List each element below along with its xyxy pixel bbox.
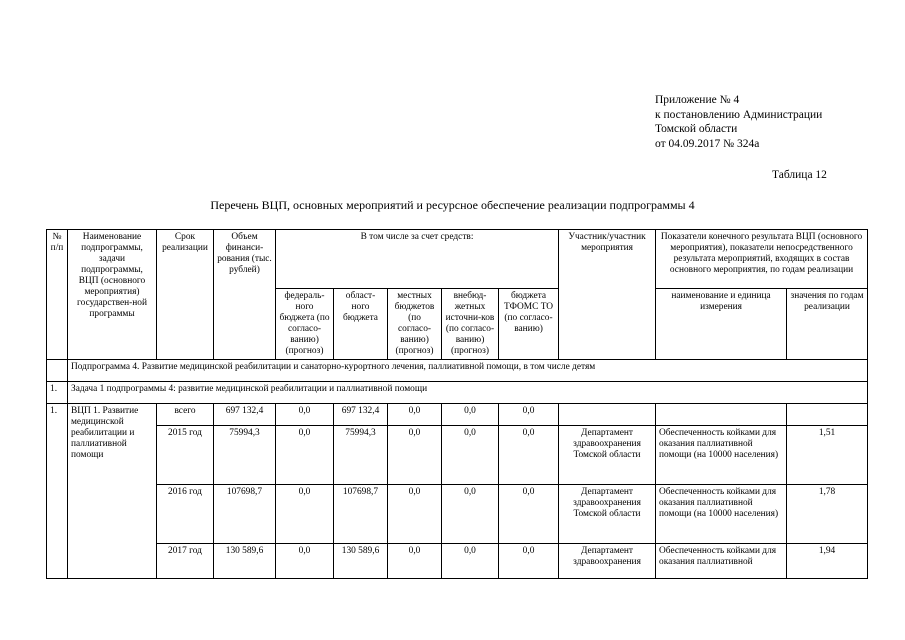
- table-row: [47, 485, 868, 544]
- indicator-cell: Обеспеченность койками для оказания паллиативной помощи (на 10000 населения): [656, 426, 787, 485]
- federal-cell: 0,0: [276, 544, 334, 579]
- extra-cell: 0,0: [442, 426, 499, 485]
- subprogram-row: [47, 360, 868, 382]
- local-cell: 0,0: [388, 404, 442, 426]
- table-row: [47, 404, 868, 426]
- value-cell: 1,94: [787, 544, 868, 579]
- page-title: Перечень ВЦП, основных мероприятий и ресурсное обеспечение реализации подпрограммы 4: [210, 198, 695, 212]
- indicator-cell: Обеспеченность койками для оказания паллиативной: [656, 544, 787, 579]
- header-regional: област-ного бюджета: [334, 289, 388, 360]
- term-cell: 2017 год: [157, 544, 214, 579]
- regional-cell: 75994,3: [334, 426, 388, 485]
- regional-cell: 107698,7: [334, 485, 388, 544]
- header-federal: федераль-ного бюджета (по согласо-ванию) (прогноз): [276, 289, 334, 360]
- appendix-line: Томской области: [655, 123, 738, 135]
- term-cell: всего: [157, 404, 214, 426]
- table-row: [47, 426, 868, 485]
- federal-cell: 0,0: [276, 426, 334, 485]
- value-cell: 1,78: [787, 485, 868, 544]
- volume-cell: 107698,7: [214, 485, 276, 544]
- regional-cell: 697 132,4: [334, 404, 388, 426]
- appendix-line: к постановлению Администрации: [655, 108, 823, 121]
- tfoms-cell: 0,0: [499, 404, 559, 426]
- term-cell: 2015 год: [157, 426, 214, 485]
- vcp-num: 1.: [47, 404, 68, 579]
- extra-cell: 0,0: [442, 485, 499, 544]
- tfoms-cell: 0,0: [499, 426, 559, 485]
- value-cell: [787, 404, 868, 426]
- federal-cell: 0,0: [276, 485, 334, 544]
- appendix-block: [655, 93, 822, 151]
- participant-cell: Департамент здравоохранения Томской области: [559, 485, 656, 544]
- participant-cell: Департамент здравоохранения Томской области: [559, 426, 656, 485]
- participant-cell: [559, 404, 656, 426]
- task-title: Задача 1 подпрограммы 4: развитие медицинской реабилитации и паллиативной помощи: [68, 382, 868, 404]
- indicator-cell: Обеспеченность койками для оказания паллиативной помощи (на 10000 населения): [656, 485, 787, 544]
- header-participant: Участник/участник мероприятия: [559, 230, 656, 360]
- participant-cell: Департамент здравоохранения: [559, 544, 656, 579]
- task-num: 1.: [47, 382, 68, 404]
- volume-cell: 130 589,6: [214, 544, 276, 579]
- table-number: Таблица 12: [772, 169, 827, 181]
- header-ind-name: наименование и единица измерения: [656, 289, 787, 360]
- task-row: [47, 382, 868, 404]
- value-cell: 1,51: [787, 426, 868, 485]
- header-ind-values: значения по годам реализации: [787, 289, 868, 360]
- resource-table: [46, 229, 868, 579]
- header-extra: внебюд-жетных источни-ков (по согласо-ванию) (прогноз): [442, 289, 499, 360]
- header-name: Наименование подпрограммы, задачи подпрограммы, ВЦП (основного мероприятия) государствен-ной программы: [68, 230, 157, 360]
- local-cell: 0,0: [388, 544, 442, 579]
- volume-cell: 697 132,4: [214, 404, 276, 426]
- appendix-line: от 04.09.2017 № 324а: [655, 137, 760, 150]
- header-local: местных бюджетов (по согласо-ванию) (прогноз): [388, 289, 442, 360]
- subprogram-title: Подпрограмма 4. Развитие медицинской реабилитации и санаторно-курортного лечения, паллиативной помощи, в том числе детям: [68, 360, 868, 382]
- header-term: Срок реализации: [157, 230, 214, 360]
- table-row: [47, 544, 868, 579]
- tfoms-cell: 0,0: [499, 544, 559, 579]
- header-row: [47, 230, 868, 289]
- extra-cell: 0,0: [442, 544, 499, 579]
- local-cell: 0,0: [388, 485, 442, 544]
- appendix-line: Приложение № 4: [655, 94, 740, 106]
- header-tfoms: бюджета ТФОМС ТО (по согласо-ванию): [499, 289, 559, 360]
- header-indicators: Показатели конечного результата ВЦП (основного мероприятия), показатели непосредственного результата мероприятий, входящих в состав основного мероприятия, по годам реализации: [656, 230, 868, 289]
- term-cell: 2016 год: [157, 485, 214, 544]
- header-volume: Объем финанси-рования (тыс. рублей): [214, 230, 276, 360]
- federal-cell: 0,0: [276, 404, 334, 426]
- header-including: В том числе за счет средств:: [276, 230, 559, 289]
- vcp-name: ВЦП 1. Развитие медицинской реабилитации и паллиативной помощи: [68, 404, 157, 579]
- tfoms-cell: 0,0: [499, 485, 559, 544]
- extra-cell: 0,0: [442, 404, 499, 426]
- indicator-cell: [656, 404, 787, 426]
- empty-cell: [47, 360, 68, 382]
- header-num: № п/п: [47, 230, 68, 360]
- local-cell: 0,0: [388, 426, 442, 485]
- volume-cell: 75994,3: [214, 426, 276, 485]
- regional-cell: 130 589,6: [334, 544, 388, 579]
